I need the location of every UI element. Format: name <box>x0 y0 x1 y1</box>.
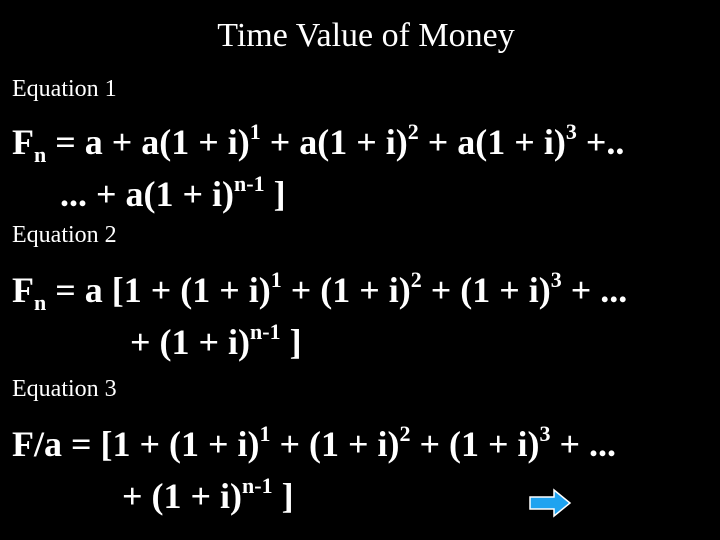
eq-text: F <box>12 122 34 162</box>
eq-text: + ... <box>561 270 628 310</box>
eq-text: + (1 + i) <box>421 270 551 310</box>
equation-3-label: Equation 3 <box>12 376 117 402</box>
equation-1-line-1 <box>12 119 625 167</box>
eq-text: F <box>12 270 34 310</box>
eq-exponent: 3 <box>539 421 551 446</box>
equation-2-label: Equation 2 <box>12 222 117 248</box>
eq-text: + (1 + i) <box>130 322 251 362</box>
equation-1-label: Equation 1 <box>12 76 117 102</box>
arrow-right-icon <box>528 488 572 518</box>
eq-exponent: 2 <box>410 267 422 292</box>
eq-text: + (1 + i) <box>270 424 400 464</box>
equation-3-line-1 <box>12 422 616 466</box>
eq-text: ] <box>264 174 286 214</box>
eq-exponent: 3 <box>550 267 562 292</box>
next-slide-button[interactable] <box>528 488 572 518</box>
eq-text: ] <box>272 476 294 516</box>
eq-text: + (1 + i) <box>281 270 411 310</box>
equation-2-line-2 <box>130 320 302 364</box>
eq-text: +.. <box>576 122 625 162</box>
eq-text: + a(1 + i) <box>260 122 408 162</box>
eq-text: = a + a(1 + i) <box>46 122 250 162</box>
eq-exponent: 2 <box>399 421 411 446</box>
eq-exponent: n-1 <box>234 171 265 196</box>
eq-subscript: n <box>34 142 47 167</box>
equation-2-line-1 <box>12 267 628 315</box>
eq-text: ] <box>280 322 302 362</box>
eq-subscript: n <box>34 290 47 315</box>
equation-3-line-2 <box>122 474 294 518</box>
eq-exponent: 1 <box>249 119 261 144</box>
eq-text: F/a = [1 + (1 + i) <box>12 424 260 464</box>
eq-exponent: 2 <box>407 119 419 144</box>
eq-exponent: 3 <box>565 119 577 144</box>
eq-exponent: 1 <box>259 421 271 446</box>
eq-text: ... + a(1 + i) <box>60 174 235 214</box>
eq-text: = a [1 + (1 + i) <box>46 270 271 310</box>
eq-text: + (1 + i) <box>410 424 540 464</box>
eq-exponent: n-1 <box>250 319 281 344</box>
eq-text: + (1 + i) <box>122 476 243 516</box>
eq-text: + a(1 + i) <box>418 122 566 162</box>
eq-exponent: n-1 <box>242 473 273 498</box>
slide-title: Time Value of Money <box>217 17 515 54</box>
equation-1-line-2 <box>60 172 286 216</box>
eq-text: + ... <box>550 424 617 464</box>
eq-exponent: 1 <box>270 267 282 292</box>
